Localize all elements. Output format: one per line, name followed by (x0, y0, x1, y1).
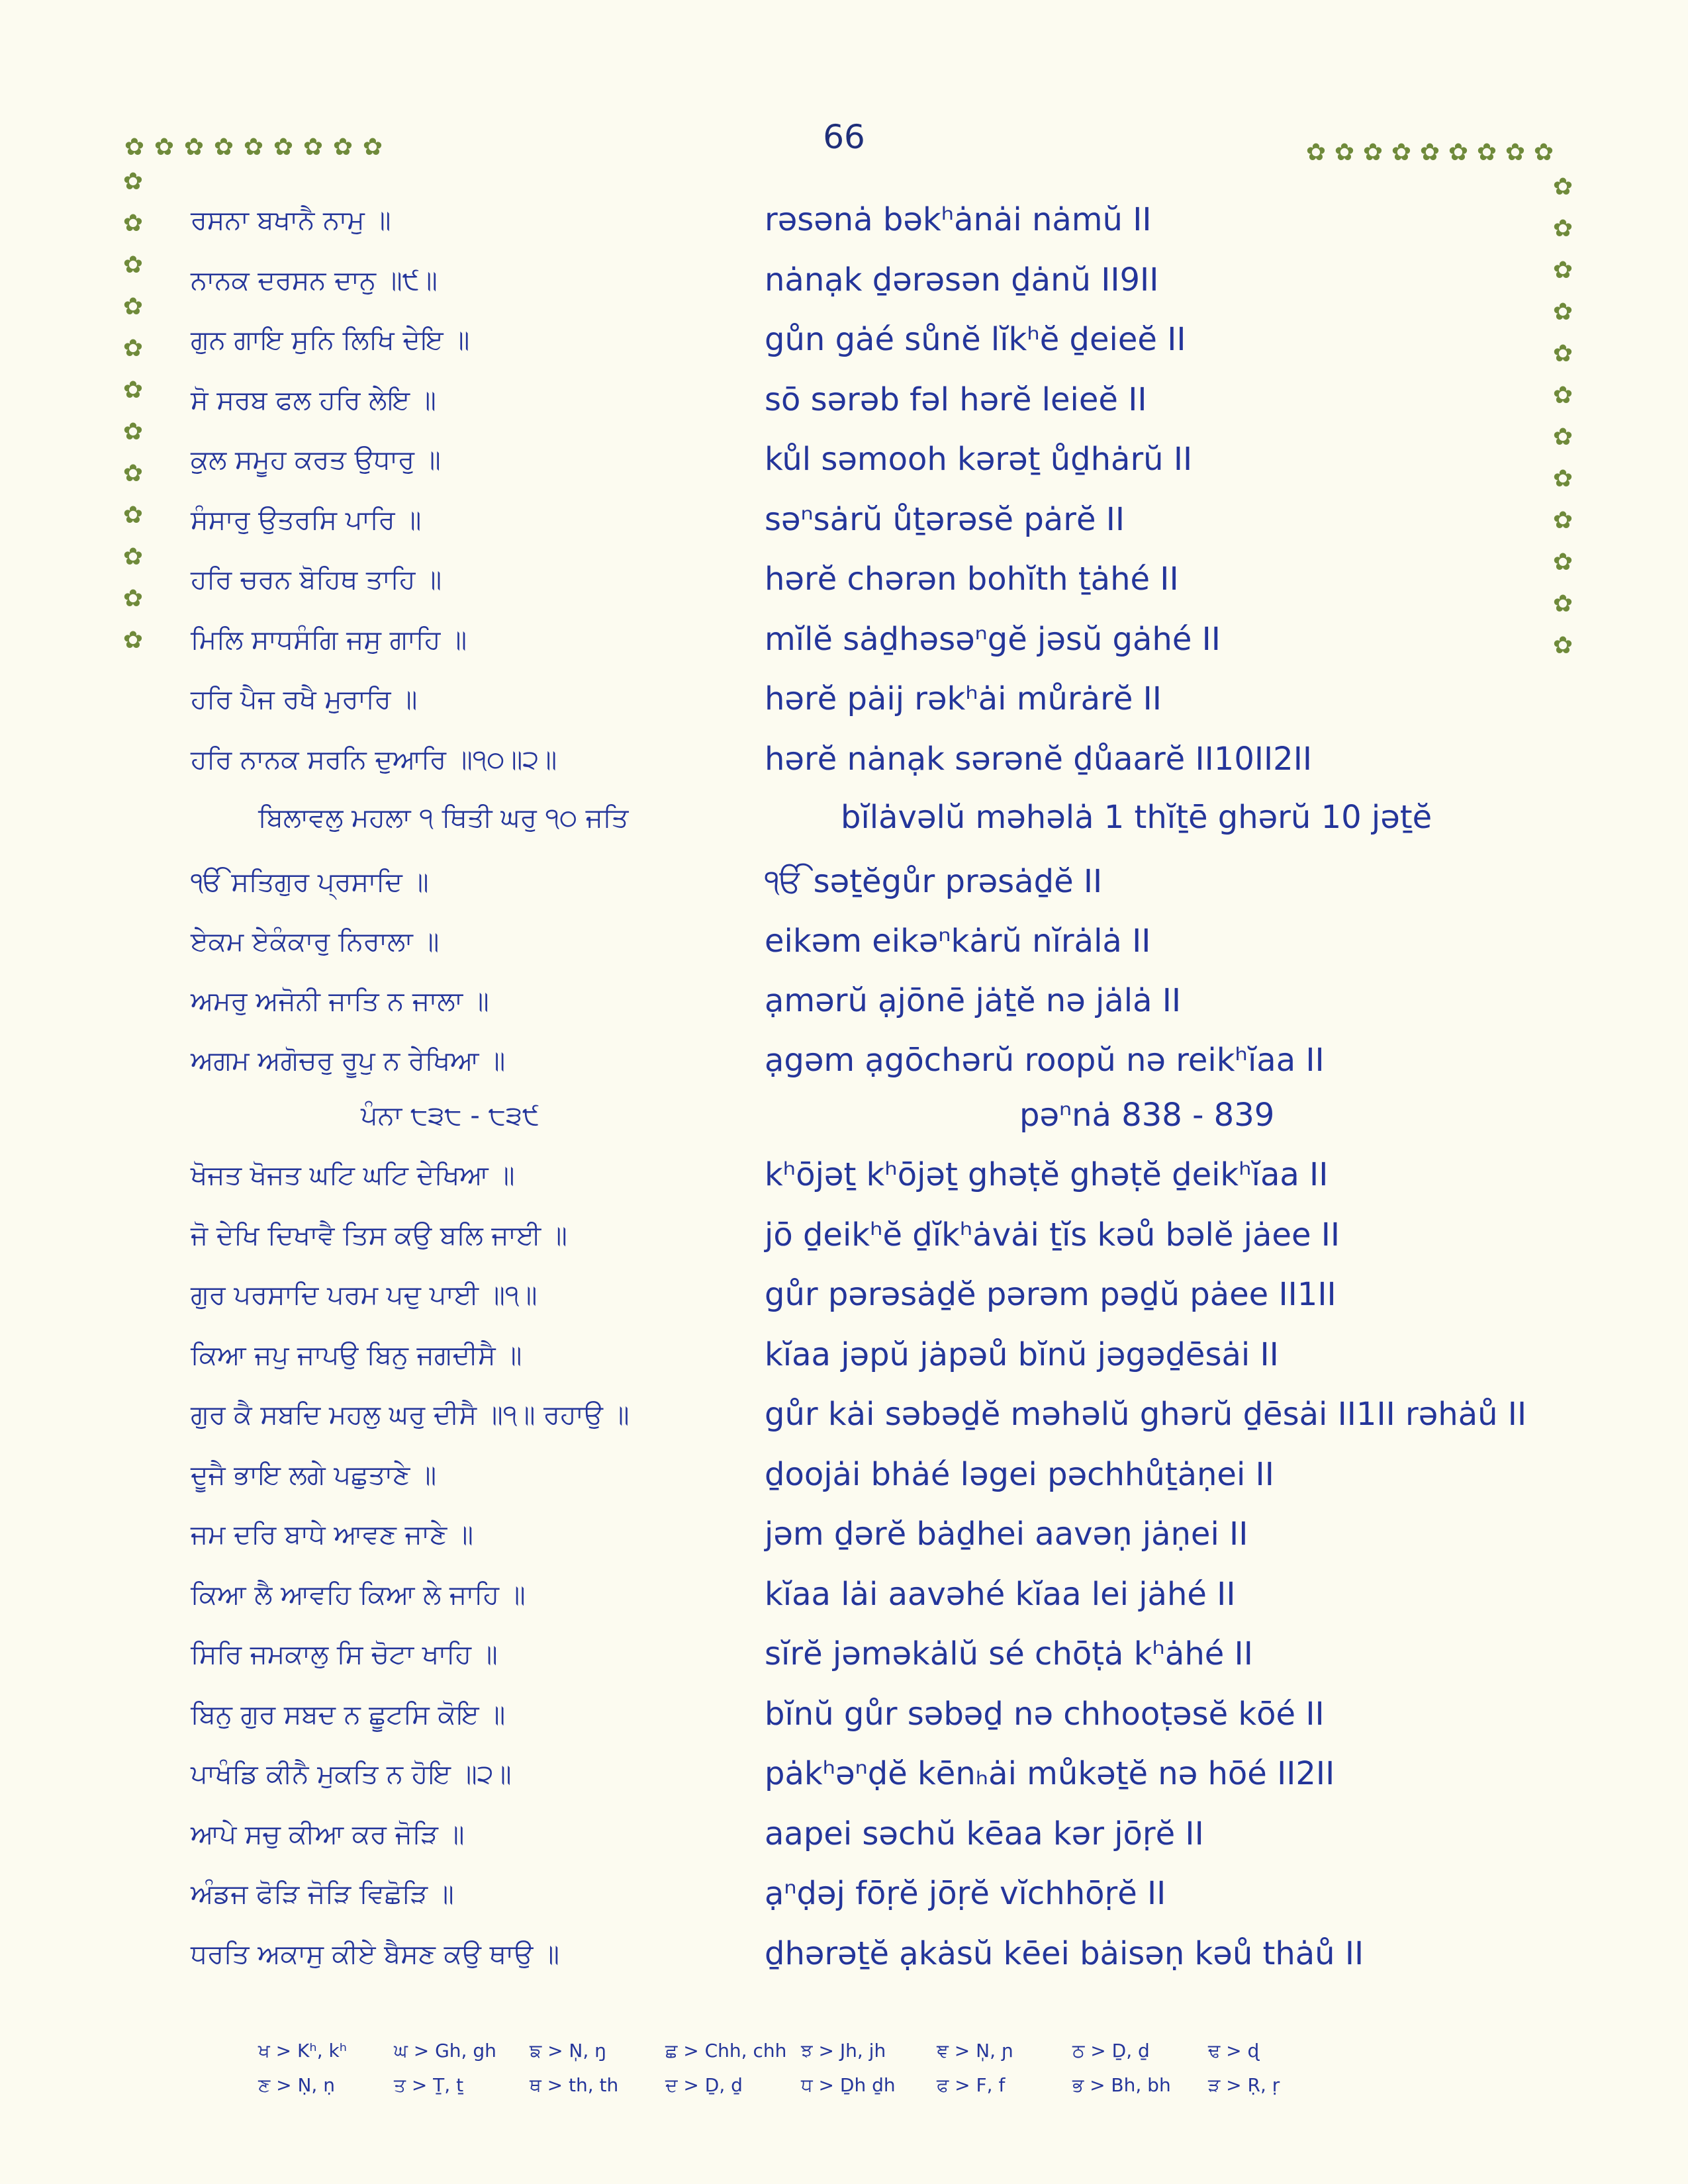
legend-item: ਫ > F, f (937, 2074, 1006, 2096)
verse-line (0, 318, 1688, 371)
transliteration-text: sō sərəb fəl hərĕ leieĕ II (765, 381, 1147, 418)
transliteration-text: bĭnŭ gůr səbəḏ nə chhooṭəsĕ kōé II (765, 1695, 1325, 1733)
flower-icon: ✿ (1552, 424, 1573, 451)
transliteration-text: kĭaa lȧi aavəhé kĭaa lei jȧhé II (765, 1575, 1236, 1613)
gurmukhi-text: ਸਿਰਿ ਜਮਕਾਲੁ ਸਿ ਚੋਟਾ ਖਾਹਿ ॥ (191, 1639, 498, 1670)
transliteration-text: jō ḏeikʰĕ ḏĭkʰȧvȧi ṯĭs kəů bəlĕ jȧee II (765, 1216, 1340, 1253)
flower-icon: ✿ (1505, 139, 1526, 166)
legend-item: ਘ > Gh, gh (394, 2040, 496, 2062)
flower-icon: ✿ (122, 460, 144, 487)
gurmukhi-text: ਕਿਆ ਜਪੁ ਜਾਪਉ ਬਿਨੁ ਜਗਦੀਸੈ ॥ (191, 1340, 522, 1371)
gurmukhi-text: ਕੁਲ ਸਮੂਹ ਕਰਤ ਉਧਾਰੁ ॥ (191, 445, 441, 475)
legend-item: ਞ > N̩, ɲ (937, 2040, 1013, 2062)
gurmukhi-text: ਆਪੇ ਸਚੁ ਕੀਆ ਕਰ ਜੋੜਿ ॥ (191, 1819, 465, 1850)
gurmukhi-text: ਗੁਰ ਕੈ ਸਬਦਿ ਮਹਲੁ ਘਰੁ ਦੀਸੈ ॥੧॥ ਰਹਾਉ ॥ (191, 1400, 630, 1430)
gurmukhi-text: ਏਕਮ ਏਕੰਕਾਰੁ ਨਿਰਾਲਾ ॥ (191, 927, 440, 957)
gurmukhi-text: ਦੂਜੈ ਭਾਇ ਲਗੇ ਪਛੁਤਾਣੇ ॥ (191, 1459, 437, 1490)
flower-icon: ✿ (122, 543, 144, 570)
legend-item: ਢ > ɖ (1208, 2040, 1260, 2062)
verse-line (0, 1039, 1688, 1092)
flower-icon: ✿ (243, 134, 264, 161)
flower-icon: ✿ (183, 134, 205, 161)
heading-translit: bĭlȧvəlŭ məhəlȧ 1 thĭṯē ghərŭ 10 jəṯĕ (841, 799, 1432, 836)
flower-icon: ✿ (1552, 549, 1573, 576)
gurmukhi-text: ਸੰਸਾਰੁ ਉਤਰਸਿ ਪਾਰਿ ॥ (191, 504, 422, 535)
flower-icon: ✿ (1305, 139, 1327, 166)
gurmukhi-text: ਰਸਨਾ ਬਖਾਨੈ ਨਾਮੁ ॥ (191, 205, 391, 236)
transliteration-text: rəsənȧ bəkʰȧnȧi nȧmŭ II (765, 201, 1152, 238)
transliteration-text: ạgəm ạgōchərŭ roopŭ nə reikʰĭaa II (765, 1042, 1325, 1079)
flower-icon: ✿ (1533, 139, 1554, 166)
gurmukhi-text: ਬਿਨੁ ਗੁਰ ਸਬਦ ਨ ਛੂਟਸਿ ਕੋਇ ॥ (191, 1699, 506, 1730)
flower-icon: ✿ (122, 627, 144, 654)
transliteration-text: nȧnạk ḏərəsən ḏȧnŭ II9II (765, 261, 1159, 298)
verse-line (0, 1693, 1688, 1746)
transliteration-text: hərĕ pȧij rəkʰȧi můrȧrĕ II (765, 680, 1162, 717)
flower-icon: ✿ (1552, 257, 1573, 284)
transliteration-text: hərĕ nȧnạk sərənĕ ḏůaarĕ II10II2II (765, 740, 1313, 778)
verse-line (0, 738, 1688, 791)
gurmukhi-text: ਅਮਰੁ ਅਜੋਨੀ ਜਾਤਿ ਨ ਜਾਲਾ ॥ (191, 986, 489, 1017)
gurmukhi-text: ਜਮ ਦਰਿ ਬਾਧੇ ਆਵਣ ਜਾਣੇ ॥ (191, 1520, 473, 1550)
legend-item: ਤ > Ṯ, ṯ (394, 2074, 464, 2096)
verse-line (0, 1633, 1688, 1686)
verse-line (0, 678, 1688, 731)
flower-icon: ✿ (1448, 139, 1469, 166)
flower-icon: ✿ (122, 168, 144, 195)
flower-icon: ✿ (1552, 382, 1573, 409)
transliteration-text: mĭlĕ sȧḏhəsəⁿgĕ jəsŭ gȧhé II (765, 620, 1221, 658)
transliteration-text: kůl səmooh kərəṯ ůḏhȧrŭ II (765, 441, 1193, 478)
legend-item: ਣ > Ṇ, ṇ (258, 2074, 335, 2096)
verse-line (0, 438, 1688, 491)
pannaa-marker (0, 1094, 1688, 1147)
flower-icon: ✿ (122, 418, 144, 445)
flower-icon: ✿ (1419, 139, 1440, 166)
legend-item: ਝ > Jh, jh (801, 2040, 886, 2062)
verse-line (0, 379, 1688, 432)
transliteration-text: gůr pərəsȧḏĕ pərəm pəḏŭ pȧee II1II (765, 1276, 1336, 1313)
verse-line (0, 618, 1688, 671)
flower-icon: ✿ (332, 134, 353, 161)
legend-item: ਦ > Ḏ, ḏ (665, 2074, 743, 2096)
verse-line (0, 1513, 1688, 1566)
gurmukhi-text: ਜੋ ਦੇਖਿ ਦਿਖਾਵੈ ਤਿਸ ਕਉ ਬਲਿ ਜਾਈ ॥ (191, 1220, 567, 1251)
flower-icon: ✿ (124, 134, 145, 161)
verse-line (0, 860, 1688, 913)
transliteration-text: ḏhərəṯĕ ạkȧsŭ kēei bȧisəṇ kəů thȧů II (765, 1934, 1364, 1972)
flower-icon: ✿ (1476, 139, 1497, 166)
transliteration-text: pȧkʰəⁿḍĕ kēnₕȧi můkəṯĕ nə hōé II2II (765, 1755, 1335, 1792)
transliteration-text: gůr kȧi səbəḏĕ məhəlŭ ghərŭ ḏēsȧi II1II rəhȧů II (765, 1396, 1527, 1433)
raag-heading (0, 796, 1688, 849)
flower-icon: ✿ (122, 502, 144, 529)
transliteration-text: eikəm eikəⁿkȧrŭ nĭrȧlȧ II (765, 923, 1151, 960)
transliteration-text: kʰōjəṯ kʰōjəṯ ghəṭĕ ghəṭĕ ḏeikʰĭaa II (765, 1156, 1329, 1193)
verse-line (0, 1813, 1688, 1866)
transliteration-text: ạmərŭ ạjōnē jȧṯĕ nə jȧlȧ II (765, 982, 1182, 1019)
flower-icon: ✿ (303, 134, 324, 161)
flower-icon: ✿ (213, 134, 234, 161)
flower-icon: ✿ (122, 335, 144, 362)
transliteration-text: səⁿsȧrŭ ůṯərəsĕ pȧrĕ II (765, 500, 1125, 538)
transliteration-text: sĭrĕ jəməkȧlŭ sé chōṭȧ kʰȧhé II (765, 1635, 1253, 1672)
gurmukhi-text: ਖੋਜਤ ਖੋਜਤ ਘਟਿ ਘਟਿ ਦੇਖਿਆ ॥ (191, 1160, 515, 1191)
flower-icon: ✿ (122, 377, 144, 404)
flower-icon: ✿ (122, 251, 144, 279)
legend-item: ਛ > Chh, chh (665, 2040, 787, 2062)
verse-line (0, 1453, 1688, 1506)
verse-line (0, 979, 1688, 1032)
transliteration-text: ੴ səṯĕgůr prəsȧḏĕ II (765, 863, 1103, 900)
transliteration-text: kĭaa jəpŭ jȧpəů bĭnŭ jəgəḏēsȧi II (765, 1336, 1279, 1373)
legend-item: ਖ > Kʰ, kʰ (258, 2040, 348, 2062)
flower-icon: ✿ (154, 134, 175, 161)
flower-icon: ✿ (1334, 139, 1355, 166)
legend-item: ਭ > Bh, bh (1072, 2074, 1171, 2096)
flower-icon: ✿ (122, 210, 144, 237)
transliteration-text: ạⁿḍəj fōṛĕ jōṛĕ vĭchhōṛĕ II (765, 1875, 1166, 1912)
verse-line (0, 558, 1688, 611)
gurmukhi-text: ਗੁਨ ਗਾਇ ਸੁਨਿ ਲਿਖਿ ਦੇਇ ॥ (191, 325, 470, 355)
flower-icon: ✿ (1391, 139, 1412, 166)
gurmukhi-text: ਗੁਰ ਪਰਸਾਦਿ ਪਰਮ ਪਦੁ ਪਾਈ ॥੧॥ (191, 1280, 538, 1310)
flower-icon: ✿ (1552, 632, 1573, 659)
verse-line (0, 1573, 1688, 1626)
verse-line (0, 1933, 1688, 1985)
flower-icon: ✿ (1552, 215, 1573, 242)
transliteration-text: gůn gȧé sůnĕ lĭkʰĕ ḏeieĕ II (765, 321, 1186, 358)
transliteration-text: aapei səchŭ kēaa kər jōṛĕ II (765, 1815, 1204, 1852)
verse-line (0, 498, 1688, 551)
transliteration-text: ḏoojȧi bhȧé ləgei pəchhůṯȧṇei II (765, 1455, 1274, 1493)
flower-icon: ✿ (1552, 590, 1573, 617)
legend-row-2 (258, 2074, 1344, 2097)
transliteration-text: hərĕ chərən bohĭth ṯȧhé II (765, 561, 1179, 598)
verse-line (0, 1334, 1688, 1387)
verse-line (0, 199, 1688, 251)
gurmukhi-text: ਸੋ ਸਰਬ ਫਲ ਹਰਿ ਲੇਇ ॥ (191, 385, 436, 416)
verse-line (0, 1214, 1688, 1267)
verse-line (0, 920, 1688, 973)
verse-line (0, 1872, 1688, 1925)
page-number: 66 (823, 118, 865, 156)
flower-icon: ✿ (273, 134, 294, 161)
legend-item: ਙ > N̩, ŋ (530, 2040, 606, 2062)
gurmukhi-text: ੴ ਸਤਿਗੁਰ ਪ੍ਰਸਾਦਿ ॥ (191, 867, 429, 897)
flower-icon: ✿ (362, 134, 383, 161)
legend-item: ਥ > th, th (530, 2074, 619, 2096)
legend-item: ਠ > Ḏ, ḏ (1072, 2040, 1150, 2062)
gurmukhi-text: ਧਰਤਿ ਅਕਾਸੁ ਕੀਏ ਬੈਸਣ ਕਉ ਥਾਉ ॥ (191, 1938, 559, 1970)
transliteration-text: jəm ḏərĕ bȧḏhei aavəṇ jȧṇei II (765, 1516, 1248, 1553)
gurmukhi-text: ਹਰਿ ਨਾਨਕ ਸਰਨਿ ਦੁਆਰਿ ॥੧੦॥੨॥ (191, 744, 557, 775)
gurmukhi-text: ਅਗਮ ਅਗੋਚਰੁ ਰੂਪੁ ਨ ਰੇਖਿਆ ॥ (191, 1046, 506, 1076)
pannaa-translit: pəⁿnȧ 838 - 839 (1019, 1097, 1275, 1134)
flower-icon: ✿ (1552, 507, 1573, 534)
gurmukhi-text: ਕਿਆ ਲੈ ਆਵਹਿ ਕਿਆ ਲੇ ਜਾਹਿ ॥ (191, 1579, 526, 1610)
verse-line (0, 1154, 1688, 1206)
gurmukhi-text: ਅੰਡਜ ਫੋੜਿ ਜੋੜਿ ਵਿਛੋੜਿ ॥ (191, 1879, 454, 1909)
flower-icon: ✿ (122, 293, 144, 320)
flower-icon: ✿ (1362, 139, 1383, 166)
gurmukhi-text: ਹਰਿ ਚਰਨ ਬੋਹਿਥ ਤਾਹਿ ॥ (191, 565, 442, 595)
gurmukhi-text: ਹਰਿ ਪੈਜ ਰਖੈ ਮੁਰਾਰਿ ॥ (191, 684, 418, 715)
legend-row-1 (258, 2040, 1344, 2062)
pannaa-gurmukhi: ਪੰਨਾ ੮੩੮ - ੮੩੯ (361, 1101, 540, 1131)
verse-line (0, 259, 1688, 312)
flower-icon: ✿ (1552, 340, 1573, 367)
verse-line (0, 1752, 1688, 1805)
flower-icon: ✿ (122, 585, 144, 612)
legend-item: ੜ > Ṛ, ṛ (1208, 2074, 1280, 2096)
gurmukhi-text: ਨਾਨਕ ਦਰਸਨ ਦਾਨੁ ॥੯॥ (191, 265, 438, 296)
gurmukhi-text: ਪਾਖੰਡਿ ਕੀਨੈ ਮੁਕਤਿ ਨ ਹੋਇ ॥੨॥ (191, 1759, 512, 1790)
flower-icon: ✿ (1552, 465, 1573, 492)
verse-line (0, 1273, 1688, 1326)
gurmukhi-text: ਮਿਲਿ ਸਾਧਸੰਗਿ ਜਸੁ ਗਾਹਿ ॥ (191, 624, 467, 655)
verse-line (0, 1393, 1688, 1446)
heading-gurmukhi: ਬਿਲਾਵਲੁ ਮਹਲਾ ੧ ਥਿਤੀ ਘਰੁ ੧੦ ਜਤਿ (258, 803, 629, 833)
flower-icon: ✿ (1552, 298, 1573, 326)
flower-icon: ✿ (1552, 173, 1573, 201)
legend-item: ਧ > Ḏh ḏh (801, 2074, 896, 2096)
